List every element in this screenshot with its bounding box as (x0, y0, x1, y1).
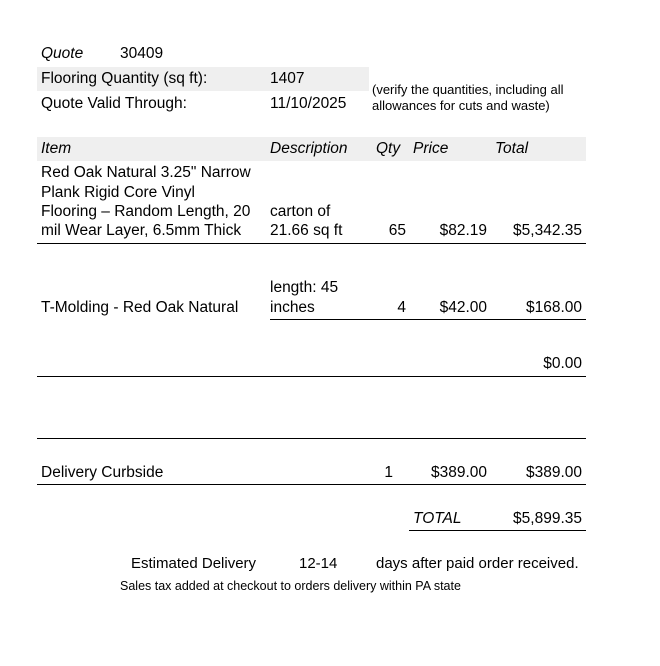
header-total: Total (495, 140, 529, 157)
row2-desc-line2: inches (270, 299, 315, 316)
grand-total-underline (409, 530, 586, 531)
sales-tax-note: Sales tax added at checkout to orders delivery within PA state (120, 579, 461, 593)
valid-through-label: Quote Valid Through: (41, 95, 187, 112)
row1-item-line1: Red Oak Natural 3.25" Narrow (41, 164, 251, 181)
flooring-quantity-value: 1407 (270, 70, 305, 87)
row4-item-line1: Delivery Curbside (41, 464, 164, 481)
row2-desc-line1: length: 45 (270, 279, 339, 296)
verify-note-line2: allowances for cuts and waste) (372, 98, 550, 113)
header-item: Item (41, 140, 72, 157)
row2-price: $42.00 (439, 299, 487, 316)
grand-total-value: $5,899.35 (513, 510, 582, 527)
row1-item-line4: mil Wear Layer, 6.5mm Thick (41, 222, 242, 239)
row1-qty: 65 (388, 222, 406, 239)
row-divider (37, 376, 586, 377)
row2-item-line1: T-Molding - Red Oak Natural (41, 299, 239, 316)
row2-qty: 4 (397, 299, 406, 316)
row2-total: $168.00 (525, 299, 582, 316)
row-divider (37, 438, 586, 439)
row1-total: $5,342.35 (513, 222, 582, 239)
grand-total-label: TOTAL (413, 510, 462, 527)
row4-price: $389.00 (430, 464, 487, 481)
row1-desc-line1: carton of (270, 203, 331, 220)
estimated-delivery-label: Estimated Delivery (131, 555, 257, 572)
row1-item-line3: Flooring – Random Length, 20 (41, 203, 251, 220)
row1-item-line2: Plank Rigid Core Vinyl (41, 184, 195, 201)
quote-label: Quote (41, 45, 84, 62)
row4-total: $389.00 (525, 464, 582, 481)
verify-note-line1: (verify the quantities, including all (372, 82, 564, 97)
row-divider (37, 243, 586, 244)
header-price: Price (413, 140, 449, 157)
row-divider (37, 484, 586, 485)
estimated-delivery-days: 12-14 (299, 555, 338, 572)
row4-qty: 1 (384, 464, 393, 481)
flooring-quantity-label: Flooring Quantity (sq ft): (41, 70, 208, 87)
row-divider (270, 319, 586, 320)
header-description: Description (270, 140, 348, 157)
header-qty: Qty (376, 140, 401, 157)
row3-total: $0.00 (543, 355, 582, 372)
estimated-delivery-suffix: days after paid order received. (376, 555, 579, 572)
valid-through-value: 11/10/2025 (270, 95, 347, 112)
quote-number: 30409 (120, 45, 164, 62)
row1-desc-line2: 21.66 sq ft (270, 222, 343, 239)
row1-price: $82.19 (439, 222, 487, 239)
